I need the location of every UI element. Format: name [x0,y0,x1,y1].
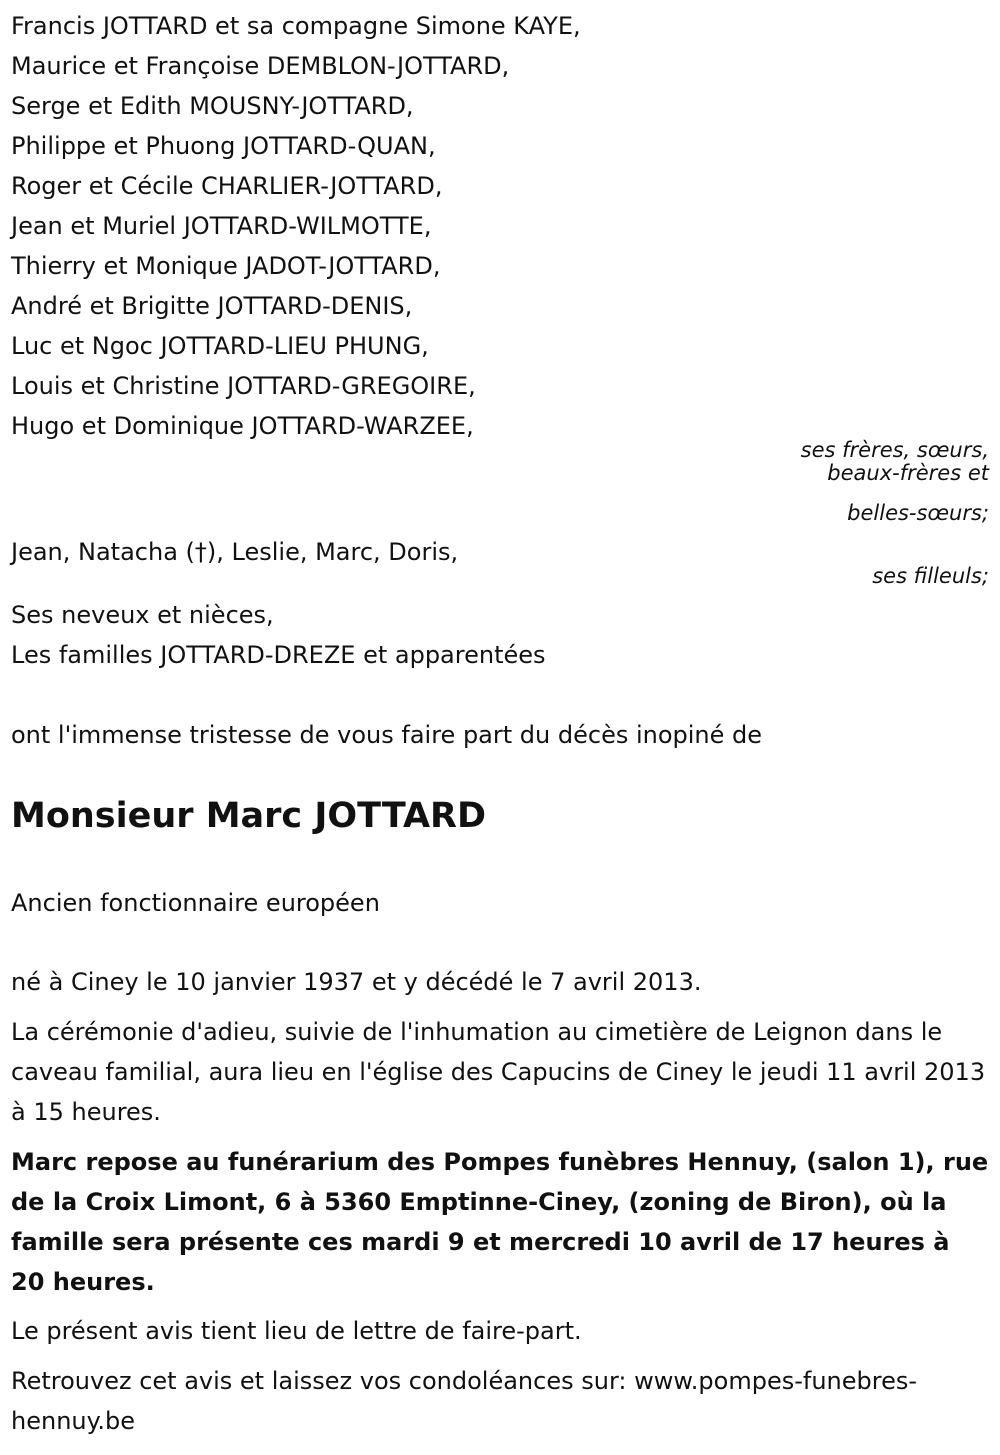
sibling-line: Roger et Cécile CHARLIER-JOTTARD, [11,172,443,200]
relatives-line: Les familles JOTTARD-DREZE et apparentées [11,641,546,669]
siblings-caption-line: ses frères, sœurs, [800,438,989,462]
siblings-caption-line: belles-sœurs; [847,501,989,525]
sibling-line: Thierry et Monique JADOT-JOTTARD, [11,252,441,280]
condolences-text: Retrouvez cet avis et laissez vos condoléances sur: www.pompes-funebres-hennuy.be [11,1367,918,1435]
sibling-line: Jean et Muriel JOTTARD-WILMOTTE, [11,212,432,240]
sibling-line: Maurice et Françoise DEMBLON-JOTTARD, [11,52,510,80]
ceremony-text: La cérémonie d'adieu, suivie de l'inhumation au cimetière de Leignon dans le caveau familial, aura lieu en l'église des Capucins de Ciney le jeudi 11 avril 2013 à 15 heures. [11,1018,986,1126]
sibling-line: Luc et Ngoc JOTTARD-LIEU PHUNG, [11,332,429,360]
relatives-line: Ses neveux et nièces, [11,601,274,629]
godchildren-line: Jean, Natacha (†), Leslie, Marc, Doris, [11,538,459,566]
notice-text: Le présent avis tient lieu de lettre de faire-part. [11,1317,582,1345]
sibling-line: André et Brigitte JOTTARD-DENIS, [11,292,413,320]
deceased-dates: né à Ciney le 10 janvier 1937 et y décédé le 7 avril 2013. [11,968,702,996]
sibling-line: Serge et Edith MOUSNY-JOTTARD, [11,92,414,120]
sibling-line: Hugo et Dominique JOTTARD-WARZEE, [11,412,474,440]
deceased-name: Monsieur Marc JOTTARD [11,796,487,836]
godchildren-caption: ses filleuls; [872,564,989,588]
visitation-text: Marc repose au funérarium des Pompes funèbres Hennuy, (salon 1), rue de la Croix Limont, 6 à 5360 Emptinne-Ciney, (zoning de Biron), où la famille sera présente ces mardi 9 et mercredi 10 avril de 17 heures à 20 heures. [11,1148,989,1296]
sibling-line: Louis et Christine JOTTARD-GREGOIRE, [11,372,476,400]
sibling-line: Philippe et Phuong JOTTARD-QUAN, [11,132,436,160]
sibling-line: Francis JOTTARD et sa compagne Simone KAYE, [11,12,581,40]
announcement-text: ont l'immense tristesse de vous faire part du décès inopiné de [11,721,763,749]
siblings-caption-line: beaux-frères et [827,461,989,485]
deceased-occupation: Ancien fonctionnaire européen [11,889,380,917]
